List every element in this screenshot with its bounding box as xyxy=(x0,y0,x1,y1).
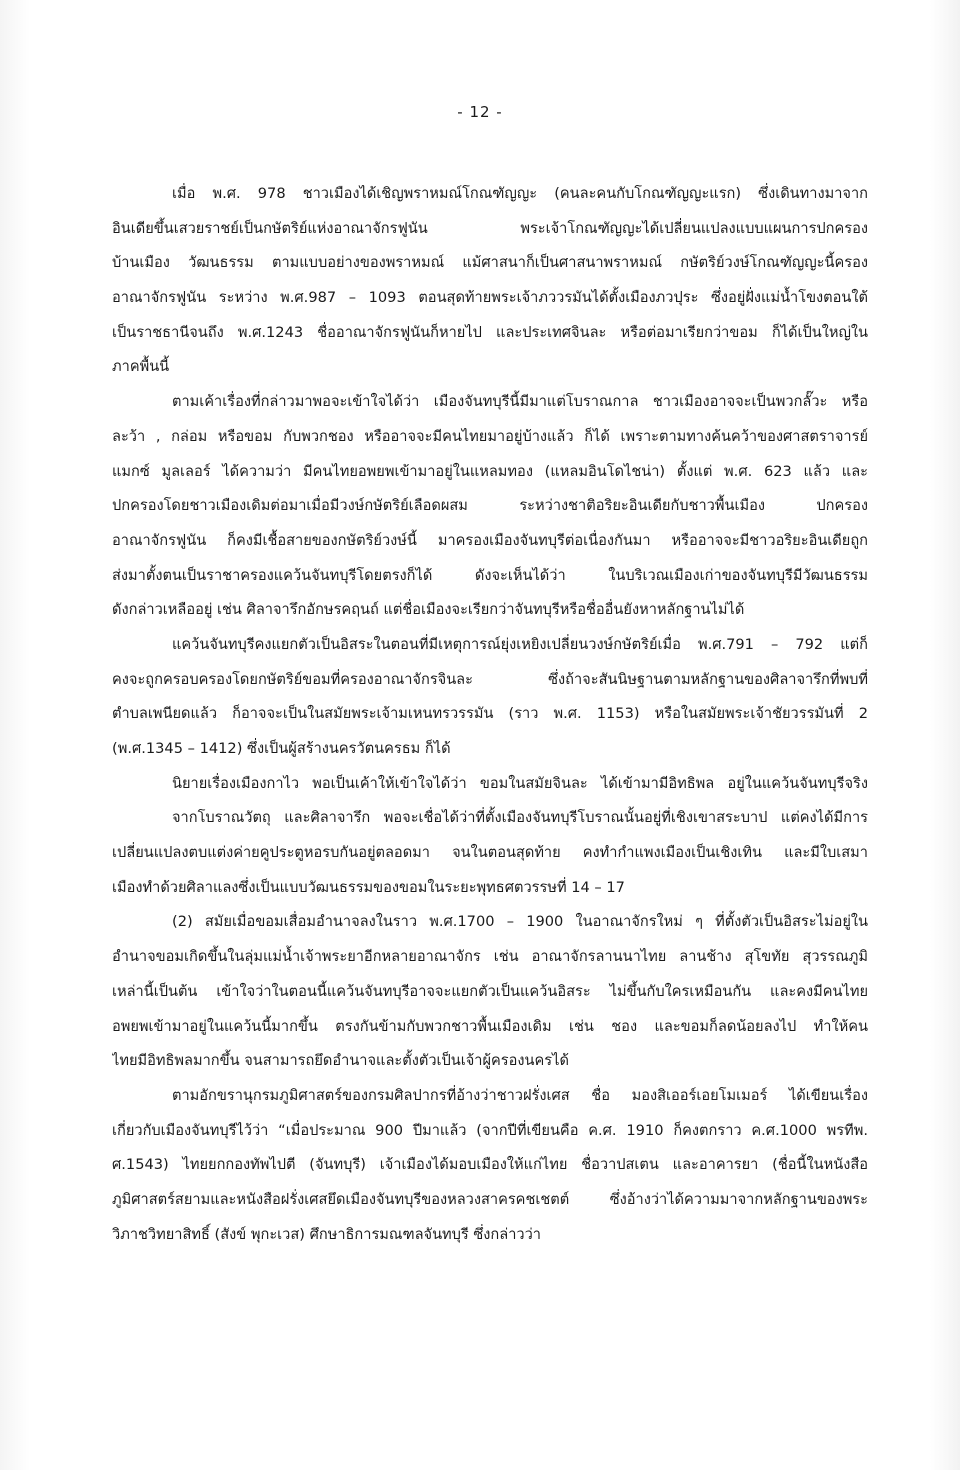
text-line: จากโบราณวัตถุ และศิลาจารึก พอจะเชื่อได้ว่าที่ตั้งเมืองจันทบุรีโบราณนั้นอยู่ที่เชิงเขาสระบาป แต่คงได้มีการ xyxy=(172,809,868,827)
text-line: คงจะถูกครอบครองโดยกษัตริย์ขอมที่ครองอาณาจักรจินละ ซึ่งถ้าจะสันนิษฐานตามหลักฐานของศิลาจารึกที่พบที่ xyxy=(112,670,868,688)
text-line: เป็นราชธานีจนถึง พ.ศ.1243 ชื่ออาณาจักรฟูนันก็หายไป และประเทศจินละ หรือต่อมาเรียกว่าขอม ก็ได้เป็นใหญ่ใน xyxy=(112,323,868,341)
text-line: ส่งมาตั้งตนเป็นราชาครองแคว้นจันทบุรีโดยตรงก็ได้ ดังจะเห็นได้ว่า ในบริเวณเมืองเก่าของจันทบุรีมีวัฒนธรรม xyxy=(112,566,868,584)
text-line: ไทยมีอิทธิพลมากขึ้น จนสามารถยึดอำนาจและตั้งตัวเป็นเจ้าผู้ครองนครได้ xyxy=(112,1052,569,1070)
text-line: (2) สมัยเมื่อขอมเสื่อมอำนาจลงในราว พ.ศ.1700 – 1900 ในอาณาจักรใหม่ ๆ ที่ตั้งตัวเป็นอิสระไม่อยู่ใน xyxy=(172,913,868,931)
text-line: ภาคพื้นนี้ xyxy=(112,358,170,376)
text-line: ตามอักขรานุกรมภูมิศาสตร์ของกรมศิลปากรที่อ้างว่าชาวฝรั่งเศส ชื่อ มองสิเออร์เอยโมเมอร์ ได้เขียนเรื่อง xyxy=(172,1086,868,1104)
text-line: ศ.1543) ไทยยกกองทัพไปตี (จันทบุรี) เจ้าเมืองได้มอบเมืองให้แก่ไทย ชื่อวาปสเตน และอาคารยา (ชื่อนี้ในหนังสือ xyxy=(112,1156,868,1174)
page-number: - 12 - xyxy=(457,103,503,121)
text-line: นิยายเรื่องเมืองกาไว พอเป็นเค้าให้เข้าใจได้ว่า ขอมในสมัยจินละ ได้เข้ามามีอิทธิพล อยู่ในแคว้นจันทบุรีจริง xyxy=(172,774,868,792)
text-line: อำนาจขอมเกิดขึ้นในลุ่มแม่น้ำเจ้าพระยาอีกหลายอาณาจักร เช่น อาณาจักรลานนาไทย ลานช้าง สุโขทัย สุวรรณภูมิ xyxy=(112,948,868,966)
text-line: ปกครองโดยชาวเมืองเดิมต่อมาเมื่อมีวงษ์กษัตริย์เลือดผสม ระหว่างชาติอริยะอินเดียกับชาวพื้นเมือง ปกครอง xyxy=(112,497,868,515)
text-line: (พ.ศ.1345 – 1412) ซึ่งเป็นผู้สร้างนครวัตนครธม ก็ได้ xyxy=(112,740,451,757)
text-line: แคว้นจันทบุรีคงแยกตัวเป็นอิสระในตอนที่มีเหตุการณ์ยุ่งเหยิงเปลี่ยนวงษ์กษัตริย์เมื่อ พ.ศ.791 – 792 แต่ก็ xyxy=(172,635,868,653)
text-line: อพยพเข้ามาอยู่ในแคว้นนี้มากขึ้น ตรงกันข้ามกับพวกชาวพื้นเมืองเดิม เช่น ชอง และขอมก็ลดน้อยลงไป ทำให้คน xyxy=(112,1017,868,1035)
text-line: ตามเค้าเรื่องที่กล่าวมาพอจะเข้าใจได้ว่า เมืองจันทบุรีนี้มีมาแต่โบราณกาล ชาวเมืองอาจจะเป็นพวกลั๊วะ หรือ xyxy=(172,393,868,411)
text-line: เมื่อ พ.ศ. 978 ชาวเมืองได้เชิญพราหมณ์โกณฑัญญะ (คนละคนกับโกณฑัญญะแรก) ซึ่งเดินทางมาจาก xyxy=(172,185,868,202)
text-line: เหล่านี้เป็นต้น เข้าใจว่าในตอนนี้แคว้นจันทบุรีอาจจะแยกตัวเป็นแคว้นอิสระ ไม่ขึ้นกับใครเหมือนกัน และคงมีคนไทย xyxy=(112,982,868,1000)
text-line: ตำบลเพนียดแล้ว ก็อาจจะเป็นในสมัยพระเจ้ามเหนทรวรรมัน (ราว พ.ศ. 1153) หรือในสมัยพระเจ้าชัยวรรมันที่ 2 xyxy=(112,705,868,723)
text-line: บ้านเมือง วัฒนธรรม ตามแบบอย่างของพราหมณ์ แม้ศาสนาก็เป็นศาสนาพราหมณ์ กษัตริย์วงษ์โกณฑัญญะนี้ครอง xyxy=(112,254,868,272)
text-line: แมกซ์ มูลเลอร์ ได้ความว่า มีคนไทยอพยพเข้ามาอยู่ในแหลมทอง (แหลมอินโดไชน่า) ตั้งแต่ พ.ศ. 623 แล้ว และ xyxy=(112,462,868,480)
text-line: เมืองทำด้วยศิลาแลงซึ่งเป็นแบบวัฒนธรรมของขอมในระยะพุทธศตวรรษที่ 14 – 17 xyxy=(112,878,625,896)
text-line: วิภาชวิทยาสิทธิ์ (สังข์ พุกะเวส) ศึกษาธิการมณฑลจันทบุรี ซึ่งกล่าวว่า xyxy=(112,1225,541,1243)
text-line: ภูมิศาสตร์สยามและหนังสือฝรั่งเศสยึดเมืองจันทบุรีของหลวงสาครคชเชตต์ ซึ่งอ้างว่าได้ความมาจากหลักฐานของพระ xyxy=(112,1190,868,1208)
text-line: ละว้า , กล่อม หรือขอม กับพวกชอง หรืออาจจะมีคนไทยมาอยู่บ้างแล้ว ก็ได้ เพราะตามทางค้นคว้าของศาสตราจารย์ xyxy=(112,427,868,445)
text-line: อินเดียขึ้นเสวยราชย์เป็นกษัตริย์แห่งอาณาจักรฟูนัน พระเจ้าโกณฑัญญะได้เปลี่ยนแปลงแบบแผนการปกครอง xyxy=(112,219,868,237)
text-line: เปลี่ยนแปลงตบแต่งค่ายคูประตูหอรบกันอยู่ตลอดมา จนในตอนสุดท้าย คงทำกำแพงเมืองเป็นเชิงเทิน และมีใบเสมา xyxy=(112,844,868,862)
text-line: อาณาจักรฟูนัน ระหว่าง พ.ศ.987 – 1093 ตอนสุดท้ายพระเจ้าภววรมันได้ตั้งเมืองภวปุระ ซึ่งอยู่ฝั่งแม่น้ำโขงตอนใต้ xyxy=(112,289,868,307)
text-line: เกี่ยวกับเมืองจันทบุรีไว้ว่า “เมื่อประมาณ 900 ปีมาแล้ว (จากปีที่เขียนคือ ค.ศ. 1910 ก็คงตกราว ค.ศ.1000 พรทีพ. xyxy=(112,1121,868,1139)
text-line: ดังกล่าวเหลืออยู่ เช่น ศิลาจารึกอักษรคฤนถ์ แต่ชื่อเมืองจะเรียกว่าจันทบุรีหรือชื่ออื่นยังหาหลักฐานไม่ได้ xyxy=(112,601,745,619)
body-text xyxy=(112,177,868,1252)
text-line: อาณาจักรฟูนัน ก็คงมีเชื้อสายของกษัตริย์วงษ์นี้ มาครองเมืองจันทบุรีต่อเนื่องกันมา หรืออาจจะมีชาวอริยะอินเดียถูก xyxy=(112,531,868,549)
